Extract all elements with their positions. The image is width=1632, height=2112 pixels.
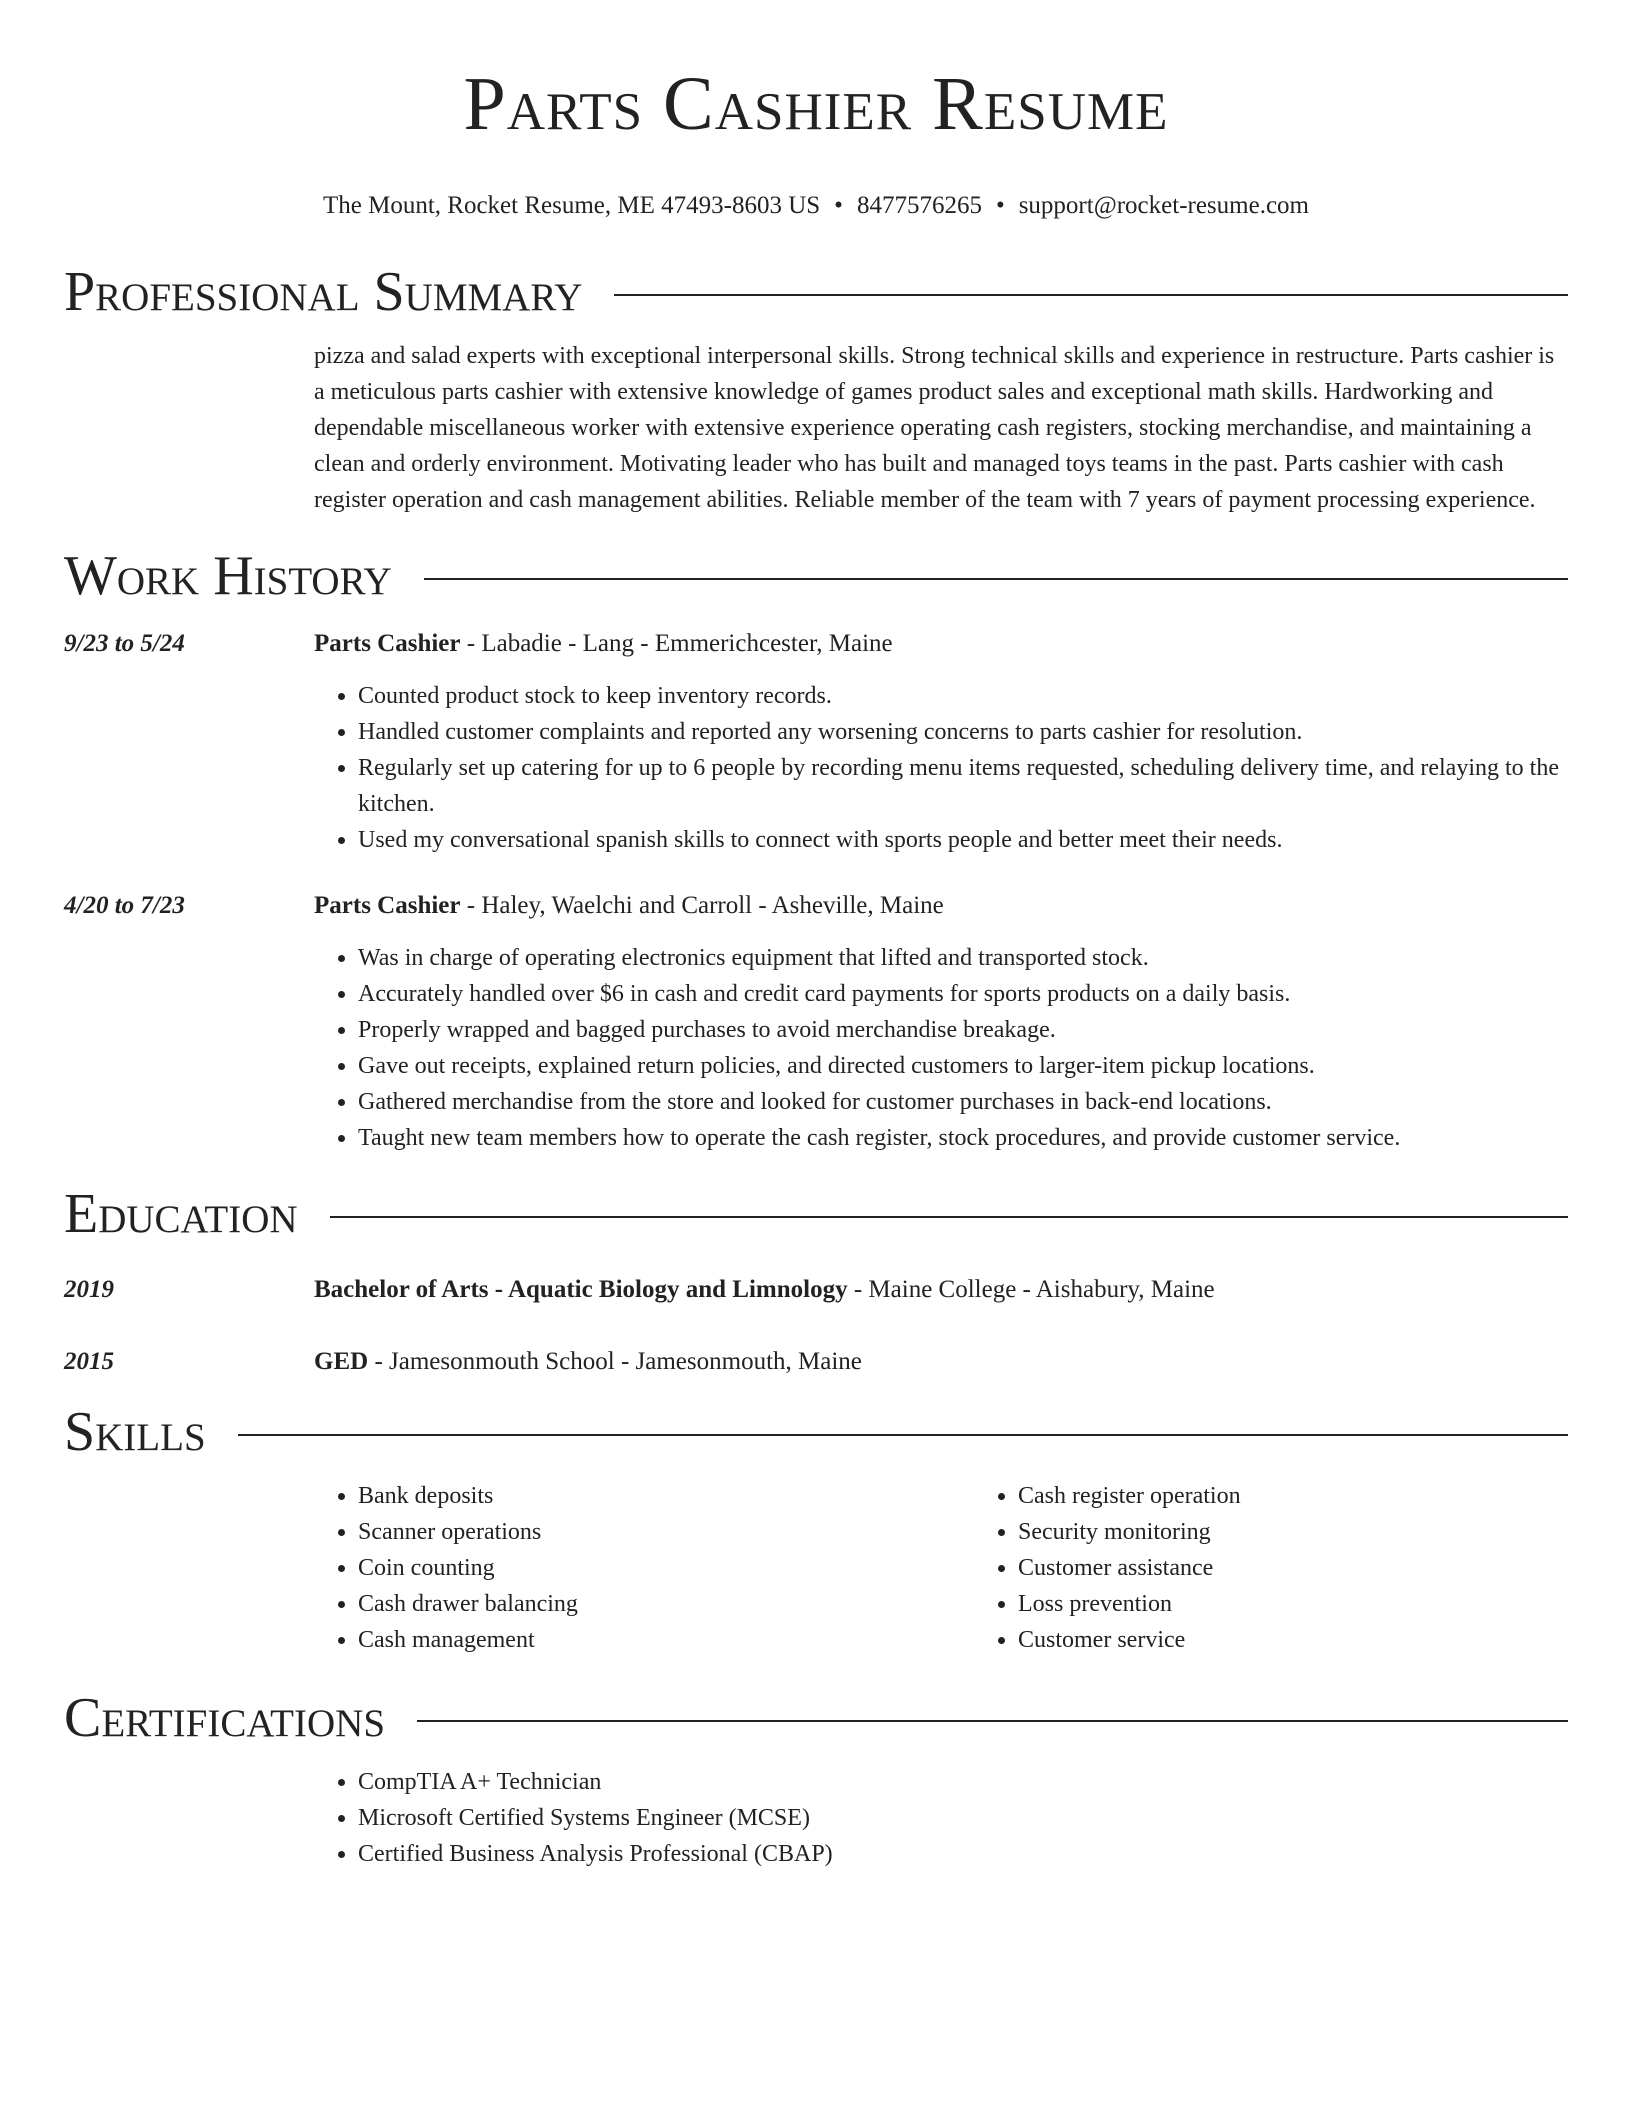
list-item: • Gathered merchandise from the store and looked for customer purchases in back-end locations. xyxy=(358,1084,1568,1120)
skills-list-right xyxy=(974,1478,1632,1658)
contact-phone: 8477576265 xyxy=(856,192,982,219)
list-item: • Loss prevention xyxy=(1018,1586,1632,1622)
certifications-body xyxy=(314,1764,1568,1872)
section-title-summary: Professional Summary xyxy=(64,261,583,323)
section-title-certifications: Certifications xyxy=(64,1687,386,1749)
education-degree: Bachelor of Arts - Aquatic Biology and Limnology xyxy=(314,1276,848,1303)
section-title-work: Work History xyxy=(64,545,392,607)
list-item: • Used my conversational spanish skills to connect with sports people and better meet their needs. xyxy=(358,822,1568,858)
summary-text: pizza and salad experts with exceptional interpersonal skills. Strong technical skills and experience in restructure. Parts cashier is a meticulous parts cashier with extensive knowledge of games product sales and exceptional math skills. Hardworking and dependable miscellaneous worker with extensive experience operating cash registers, stocking merchandise, and maintaining a clean and orderly environment. Motivating leader who has built and managed toys teams in the past. Parts cashier with cash register operation and cash management abilities. Reliable member of the team with 7 years of payment processing experience. xyxy=(314,343,1555,513)
job-heading xyxy=(314,626,1568,662)
list-item: • Gave out receipts, explained return policies, and directed customers to larger-item pickup locations. xyxy=(358,1048,1568,1084)
list-item: • Cash register operation xyxy=(1018,1478,1632,1514)
job-title: Parts Cashier xyxy=(314,630,461,657)
job-heading xyxy=(314,888,1568,924)
list-item: • Customer assistance xyxy=(1018,1550,1632,1586)
job-bullets xyxy=(314,940,1568,1156)
summary-row xyxy=(64,338,1568,518)
section-divider xyxy=(424,578,1568,580)
contact-email: support@rocket-resume.com xyxy=(1018,192,1309,219)
education-year: 2015 xyxy=(64,1348,114,1375)
education-entry xyxy=(64,1272,1568,1308)
skills-spacer xyxy=(64,1478,314,1658)
section-divider xyxy=(614,294,1568,296)
list-item: • Scanner operations xyxy=(358,1514,974,1550)
contact-separator: • xyxy=(834,192,843,219)
section-header-work xyxy=(64,544,1568,608)
list-item: • Accurately handled over $6 in cash and credit card payments for sports products on a daily basis. xyxy=(358,976,1568,1012)
skills-columns xyxy=(314,1478,1632,1658)
list-item: • Taught new team members how to operate the cash register, stock procedures, and provide customer service. xyxy=(358,1120,1568,1156)
list-item: • Bank deposits xyxy=(358,1478,974,1514)
list-item: • Microsoft Certified Systems Engineer (MCSE) xyxy=(358,1800,1568,1836)
job-body xyxy=(314,888,1568,1156)
job-dates: 9/23 to 5/24 xyxy=(64,630,185,657)
contact-line xyxy=(64,190,1568,222)
education-degree: GED xyxy=(314,1348,369,1375)
list-item: • Cash drawer balancing xyxy=(358,1586,974,1622)
section-header-skills xyxy=(64,1400,1568,1464)
list-item: • Certified Business Analysis Professional (CBAP) xyxy=(358,1836,1568,1872)
list-item: • CompTIA A+ Technician xyxy=(358,1764,1568,1800)
contact-address: The Mount, Rocket Resume, ME 47493-8603 US xyxy=(322,192,821,219)
education-entry xyxy=(64,1344,1568,1380)
education-school: - Jamesonmouth School - Jamesonmouth, Maine xyxy=(368,1348,862,1375)
skills-row xyxy=(64,1478,1568,1658)
section-header-certifications xyxy=(64,1686,1568,1750)
list-item: • Cash management xyxy=(358,1622,974,1658)
section-divider xyxy=(417,1720,1568,1722)
list-item: • Security monitoring xyxy=(1018,1514,1632,1550)
section-header-summary xyxy=(64,260,1568,324)
education-school: - Maine College - Aishabury, Maine xyxy=(847,1276,1215,1303)
section-divider xyxy=(330,1216,1568,1218)
certifications-spacer xyxy=(64,1764,314,1872)
resume-title: Parts Cashier Resume xyxy=(463,62,1169,146)
job-entry xyxy=(64,626,1568,858)
job-title: Parts Cashier xyxy=(314,892,461,919)
job-employer: - Labadie - Lang - Emmerichcester, Maine xyxy=(460,630,893,657)
job-dates: 4/20 to 7/23 xyxy=(64,892,185,919)
list-item: • Regularly set up catering for up to 6 people by recording menu items requested, scheduling delivery time, and relaying to the kitchen. xyxy=(358,750,1568,822)
section-title-skills: Skills xyxy=(64,1401,206,1463)
skills-list-left xyxy=(314,1478,974,1658)
list-item: • Handled customer complaints and reported any worsening concerns to parts cashier for resolution. xyxy=(358,714,1568,750)
certifications-list xyxy=(314,1764,1568,1872)
list-item: • Was in charge of operating electronics equipment that lifted and transported stock. xyxy=(358,940,1568,976)
section-divider xyxy=(238,1434,1568,1436)
education-year: 2019 xyxy=(64,1276,114,1303)
certifications-row xyxy=(64,1764,1568,1872)
list-item: • Coin counting xyxy=(358,1550,974,1586)
job-employer: - Haley, Waelchi and Carroll - Asheville, Maine xyxy=(460,892,944,919)
job-entry xyxy=(64,888,1568,1156)
job-body xyxy=(314,626,1568,858)
contact-separator: • xyxy=(995,192,1005,219)
education-body xyxy=(314,1344,1568,1380)
list-item: • Counted product stock to keep inventory records. xyxy=(358,678,1568,714)
summary-spacer xyxy=(64,338,314,518)
section-header-education xyxy=(64,1182,1568,1246)
list-item: • Customer service xyxy=(1018,1622,1632,1658)
education-body xyxy=(314,1272,1568,1308)
section-title-education: Education xyxy=(64,1183,298,1245)
job-bullets xyxy=(314,678,1568,858)
list-item: • Properly wrapped and bagged purchases to avoid merchandise breakage. xyxy=(358,1012,1568,1048)
